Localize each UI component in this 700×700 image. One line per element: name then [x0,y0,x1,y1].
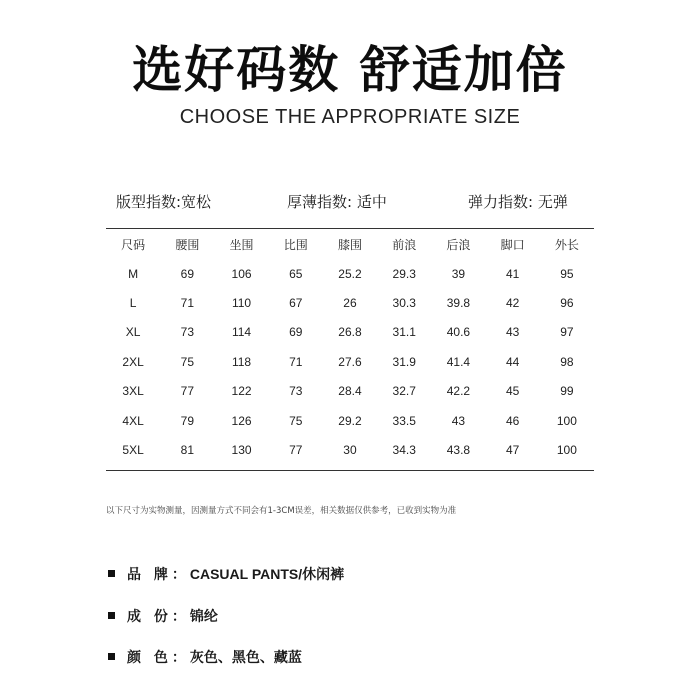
size-cell: 2XL [122,354,144,369]
measurement-cell: 73 [289,384,303,399]
measurement-cell: 130 [231,443,252,458]
measurement-cell: 106 [231,266,252,281]
measurement-cell: 77 [289,443,303,458]
material-label: 成 份： [127,609,190,625]
table-row [106,377,594,406]
measurement-cell: 99 [560,384,574,399]
measurement-cell: 96 [560,296,574,311]
material-value: 锦纶 [189,609,218,625]
measurement-cell: 69 [180,266,194,281]
measurement-cell: 97 [560,325,574,340]
measurement-cell: 29.2 [338,413,362,428]
bullet-square [108,612,115,619]
elasticity-index: 弹力指数: 无弹 [468,193,568,211]
measurement-cell: 110 [231,296,252,311]
measurement-cell: 40.6 [446,325,471,340]
measurement-cell: 43.8 [446,443,471,458]
measurement-cell: 118 [231,354,252,369]
measurement-cell: 41.4 [446,354,471,369]
page-title: 选好码数 舒适加倍 [132,41,568,99]
size-cell: L [129,296,137,311]
table-bottom-rule [106,470,594,471]
table-row [106,288,594,317]
measurement-cell: 34.3 [392,443,416,458]
measurement-cell: 43 [451,413,466,428]
measurement-cell: 31.9 [392,354,416,369]
measurement-cell: 75 [289,413,303,428]
bullet-square [108,653,115,660]
table-row [106,318,594,347]
column-header: 坐围 [229,237,254,252]
measurement-cell: 26.8 [338,325,362,340]
column-header: 外长 [554,237,579,252]
measurement-cell: 79 [180,413,194,428]
measurement-cell: 114 [231,325,252,340]
fit-index: 版型指数:宽松 [116,193,212,211]
color-value: 灰色、黑色、藏蓝 [189,650,302,666]
size-table [106,229,594,465]
table-row [106,347,594,376]
measurement-cell: 28.4 [338,384,362,399]
measurement-cell: 77 [180,384,194,399]
measurement-cell: 81 [180,443,194,458]
measurement-cell: 44 [505,354,520,369]
brand-label: 品 牌： [127,567,190,583]
size-cell: 5XL [122,443,144,458]
measurement-cell: 46 [505,413,520,428]
size-cell: 4XL [122,413,144,428]
measurement-cell: 32.7 [392,384,416,399]
measurement-cell: 41 [505,266,520,281]
brand-value: CASUAL PANTS/休闲裤 [189,566,345,582]
material-row [108,606,218,626]
brand-row [108,564,344,584]
column-header: 尺码 [121,237,146,252]
table-row [106,406,594,435]
measurement-cell: 100 [556,413,577,428]
size-cell: 3XL [122,384,144,399]
measurement-note: 以下尺寸为实物测量，因测量方式不同会有1-3CM误差，相关数据仅供参考，已收到实物为准 [106,506,457,516]
measurement-cell: 30 [343,443,357,458]
measurement-cell: 67 [289,296,303,311]
thickness-index: 厚薄指数: 适中 [287,193,387,211]
measurement-cell: 43 [505,325,520,340]
size-cell: M [128,266,139,281]
measurement-cell: 65 [289,266,303,281]
measurement-cell: 27.6 [338,354,362,369]
column-header: 前浪 [392,237,417,252]
table-row [106,435,594,464]
measurement-cell: 31.1 [392,325,416,340]
measurement-cell: 95 [560,266,574,281]
measurement-cell: 122 [231,384,252,399]
measurement-cell: 71 [180,296,194,311]
table-header-row [106,229,594,259]
measurement-cell: 47 [505,443,520,458]
measurement-cell: 25.2 [338,266,362,281]
table-body [106,259,594,465]
bullet-square [108,570,115,577]
size-cell: XL [125,325,141,340]
measurement-cell: 42 [505,296,520,311]
measurement-cell: 75 [180,354,194,369]
color-label: 颜 色： [127,650,190,666]
measurement-cell: 26 [343,296,357,311]
measurement-cell: 71 [289,354,303,369]
measurement-cell: 98 [560,354,574,369]
measurement-cell: 33.5 [392,413,416,428]
column-header: 后浪 [446,237,471,252]
page-subtitle: CHOOSE THE APPROPRIATE SIZE [179,106,521,128]
measurement-cell: 69 [289,325,303,340]
measurement-cell: 29.3 [392,266,416,281]
measurement-cell: 39 [451,266,466,281]
measurement-cell: 45 [505,384,520,399]
measurement-cell: 39.8 [446,296,471,311]
measurement-cell: 42.2 [446,384,471,399]
measurement-cell: 126 [231,413,252,428]
fabric-indices [0,191,700,215]
column-header: 腰围 [175,237,200,252]
measurement-cell: 30.3 [392,296,416,311]
color-row [108,647,302,667]
measurement-cell: 100 [556,443,577,458]
column-header: 比围 [283,237,308,252]
table-row [106,259,594,288]
column-header: 脚口 [500,237,525,252]
measurement-cell: 73 [180,325,194,340]
column-header: 膝围 [337,237,362,252]
